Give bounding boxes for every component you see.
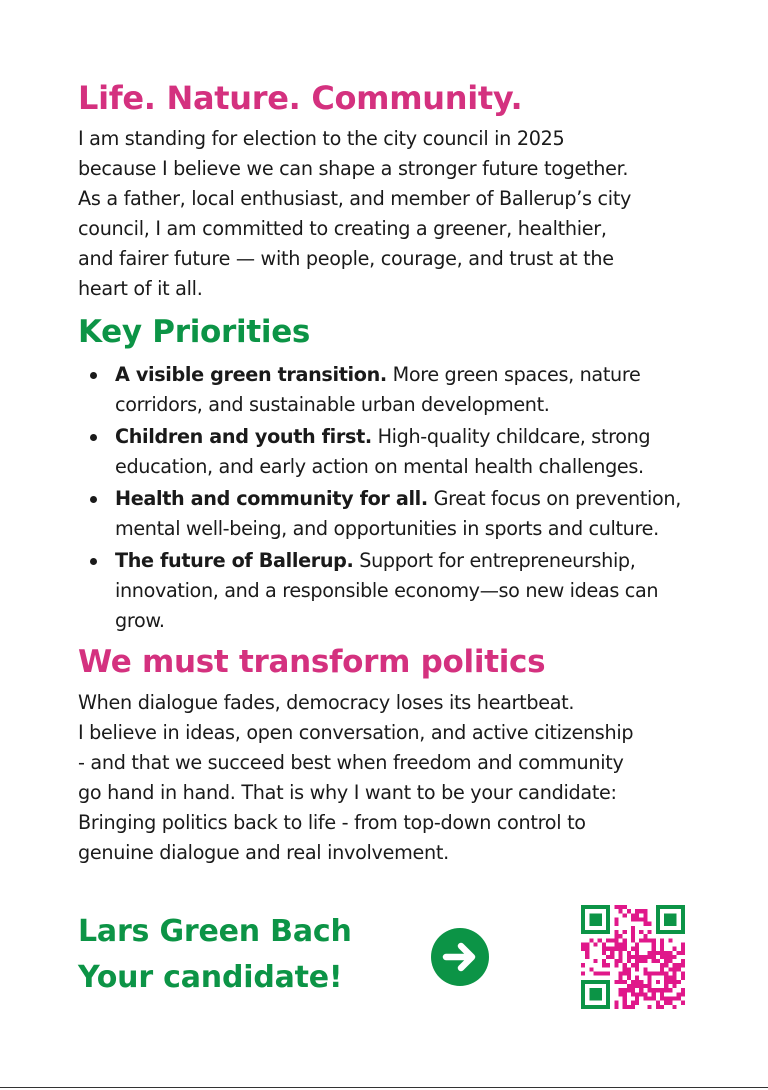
bullet-icon xyxy=(90,496,97,503)
qr-code-icon[interactable] xyxy=(581,905,685,1009)
candidate-name: Lars Green Bach xyxy=(78,914,352,949)
priority-text: Support for entrepreneurship, innovation, and a responsible economy—so new ideas can grow. xyxy=(115,549,659,632)
footer xyxy=(78,905,698,1015)
priority-text: High-quality childcare, strong education, and early action on mental health challenges. xyxy=(115,425,651,478)
politics-paragraph: When dialogue fades, democracy loses its heartbeat. I believe in ideas, open conversation, and active citizenship - and that we succeed best when freedom and community go hand in hand. That is why I want to be your candidate: Bringing politics back to life - from top-down control to genuine dialogue and real involvement. xyxy=(78,691,634,864)
flyer-content xyxy=(78,78,708,868)
politics-heading: We must transform politics xyxy=(78,644,546,680)
priority-title: The future of Ballerup. xyxy=(115,549,354,572)
intro-paragraph: I am standing for election to the city council in 2025 because I believe we can shape a stronger future together. As a father, local enthusiast, and member of Ballerup’s city council, I am committed to creating a greener, healthier, and fairer future — with people, courage, and trust at the heart of it all. xyxy=(78,127,632,300)
priority-title: A visible green transition. xyxy=(115,363,387,386)
candidate-tagline: Your candidate! xyxy=(78,960,343,995)
bullet-icon xyxy=(90,558,97,565)
priorities-heading: Key Priorities xyxy=(78,314,311,350)
priority-text: Great focus on prevention, mental well-being, and opportunities in sports and culture. xyxy=(115,487,681,540)
signature-block xyxy=(78,909,352,1001)
arrow-right-icon[interactable] xyxy=(431,928,489,986)
priority-item xyxy=(78,422,708,482)
page-bottom-border xyxy=(0,1087,768,1088)
priority-item xyxy=(78,360,708,420)
bullet-icon xyxy=(90,434,97,441)
page-title: Life. Nature. Community. xyxy=(78,79,523,117)
priority-title: Children and youth first. xyxy=(115,425,372,448)
priority-title: Health and community for all. xyxy=(115,487,428,510)
priority-text: More green spaces, nature corridors, and sustainable urban development. xyxy=(115,363,641,416)
priority-item xyxy=(78,546,708,636)
priorities-list xyxy=(78,360,708,636)
priority-item xyxy=(78,484,708,544)
bullet-icon xyxy=(90,372,97,379)
